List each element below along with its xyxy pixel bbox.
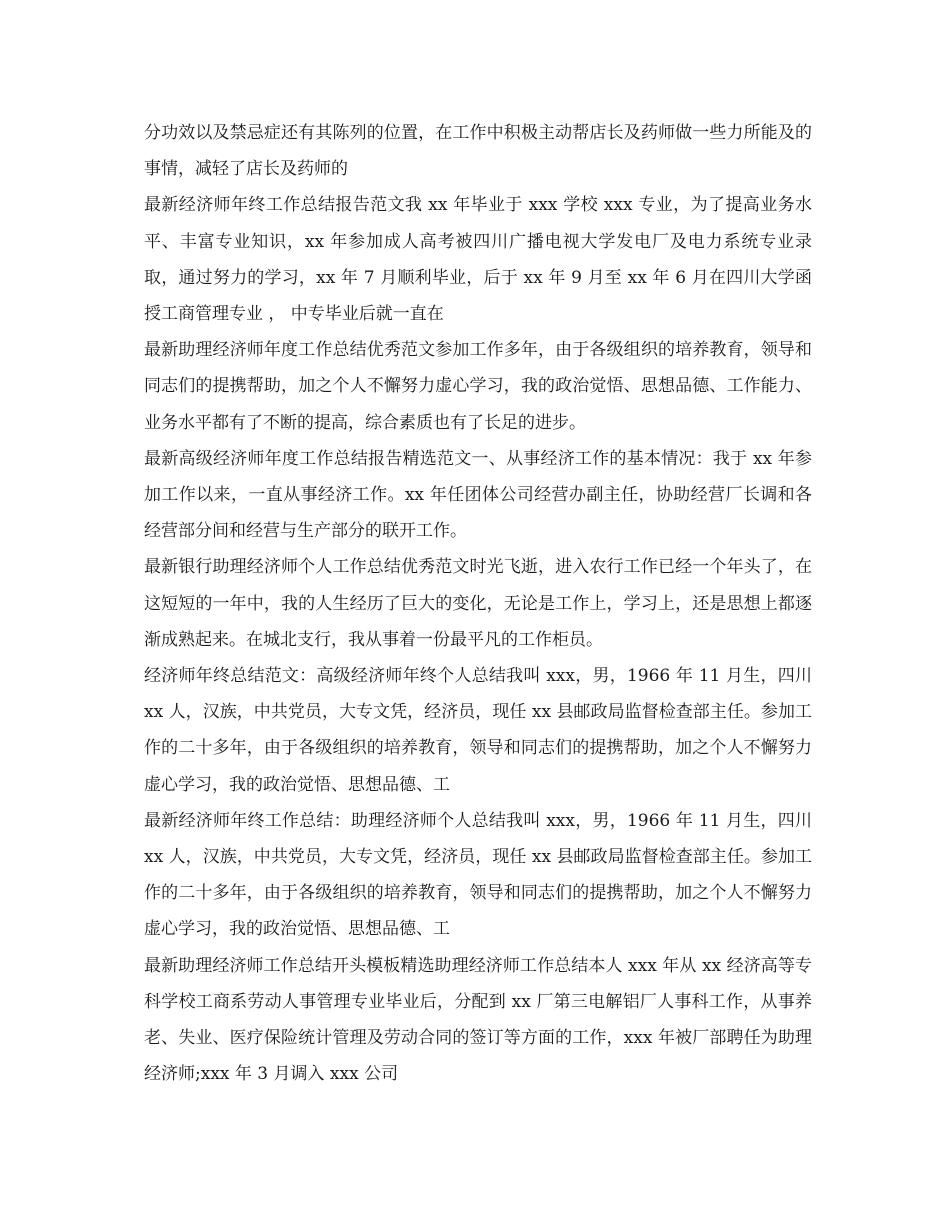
- paragraph-4: 最新高级经济师年度工作总结报告精选范文一、从事经济工作的基本情况：我于 xx 年参加工作以来，一直从事经济工作。xx 年任团体公司经营办副主任，协助经营厂长调和各经营部分间和经营与生产部分的联开工作。: [144, 448, 812, 542]
- paragraph-8: 最新助理经济师工作总结开头模板精选助理经济师工作总结本人 xxx 年从 xx 经济高等专科学校工商系劳动人事管理专业毕业后，分配到 xx 厂第三电解铝厂人事科工作，从事养老、失业、医疗保险统计管理及劳动合同的签订等方面的工作，xxx 年被厂部聘任为助理经济师;xxx 年 3 月调入 xxx 公司: [144, 955, 812, 1085]
- paragraph-1: 分功效以及禁忌症还有其陈列的位置，在工作中积极主动帮店长及药师做一些力所能及的事情，减轻了店长及药师的: [144, 123, 812, 180]
- paragraph-6: 经济师年终总结范文：高级经济师年终个人总结我叫 xxx，男，1966 年 11 月生，四川 xx 人，汉族，中共党员，大专文凭，经济员，现任 xx 县邮政局监督检查部主任。参加工作的二十多年，由于各级组织的培养教育，领导和同志们的提携帮助，加之个人不懈努力虚心学习，我的政治觉悟、思想品德、工: [144, 666, 812, 795]
- paragraph-5: 最新银行助理经济师个人工作总结优秀范文时光飞逝，进入农行工作已经一个年头了，在这短短的一年中，我的人生经历了巨大的变化，无论是工作上，学习上，还是思想上都逐渐成熟起来。在城北支行，我从事着一份最平凡的工作柜员。: [144, 557, 812, 650]
- document-body: [144, 115, 812, 1092]
- paragraph-3: 最新助理经济师年度工作总结优秀范文参加工作多年，由于各级组织的培养教育，领导和同志们的提携帮助，加之个人不懈努力虚心学习，我的政治觉悟、思想品德、工作能力、业务水平都有了不断的提高，综合素质也有了长足的进步。: [144, 340, 812, 433]
- paragraph-2: 最新经济师年终工作总结报告范文我 xx 年毕业于 xxx 学校 xxx 专业，为了提高业务水平、丰富专业知识，xx 年参加成人高考被四川广播电视大学发电厂及电力系统专业录取，通过努力的学习，xx 年 7 月顺利毕业，后于 xx 年 9 月至 xx 年 6 月在四川大学函授工商管理专业 ， 中专毕业后就一直在: [144, 195, 812, 325]
- paragraph-7: 最新经济师年终工作总结：助理经济师个人总结我叫 xxx，男，1966 年 11 月生，四川 xx 人，汉族，中共党员，大专文凭，经济员，现任 xx 县邮政局监督检查部主任。参加工作的二十多年，由于各级组织的培养教育，领导和同志们的提携帮助，加之个人不懈努力虚心学习，我的政治觉悟、思想品德、工: [144, 810, 812, 940]
